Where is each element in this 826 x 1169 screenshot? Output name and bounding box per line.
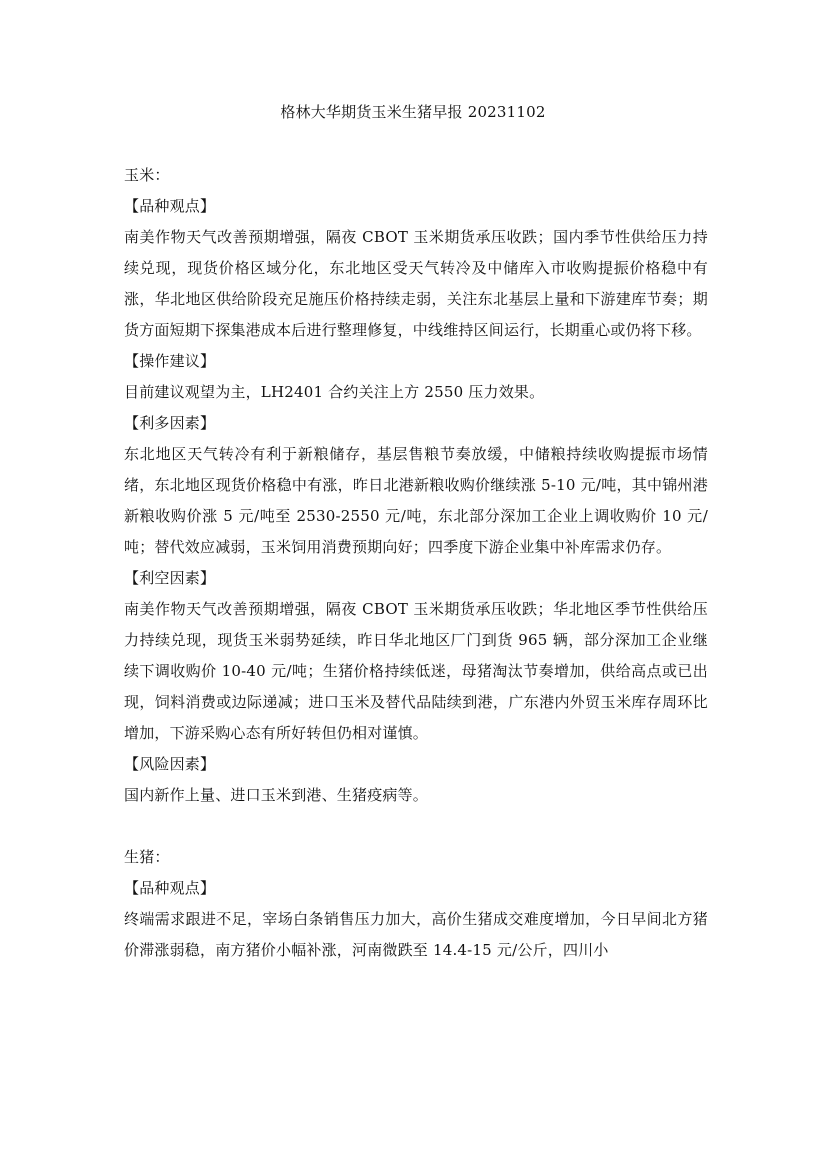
document-body <box>124 160 708 966</box>
corn-view-text: 南美作物天气改善预期增强，隔夜 CBOT 玉米期货承压收跌；国内季节性供给压力持续兑现，现货价格区域分化，东北地区受天气转冷及中储库入市收购提振价格稳中有涨，华北地区供给阶段充足施压价格持续走弱，关注东北基层上量和下游建库节奏；期货方面短期下探集港成本后进行整理修复，中线维持区间运行，长期重心或仍将下移。 <box>124 228 708 339</box>
corn-bull-label: 【利多因素】 <box>124 414 216 432</box>
corn-bear-text: 南美作物天气改善预期增强，隔夜 CBOT 玉米期货承压收跌；华北地区季节性供给压力持续兑现，现货玉米弱势延续，昨日华北地区厂门到货 965 辆，部分深加工企业继续下调收购价 10-40 元/吨；生猪价格持续低迷，母猪淘汰节奏增加，供给高点或已出现，饲料消费或边际递减；进口玉米及替代品陆续到港，广东港内外贸玉米库存周环比增加，下游采购心态有所好转但仍相对谨慎。 <box>124 600 708 742</box>
corn-risk-text: 国内新作上量、进口玉米到港、生猪疫病等。 <box>124 786 429 804</box>
corn-advice-label: 【操作建议】 <box>124 352 216 370</box>
corn-bear-label: 【利空因素】 <box>124 569 216 587</box>
corn-advice-text: 目前建议观望为主，LH2401 合约关注上方 2550 压力效果。 <box>124 383 545 401</box>
page-title: 格林大华期货玉米生猪早报 20231102 <box>280 103 546 121</box>
corn-heading: 玉米： <box>124 166 170 184</box>
corn-view-label: 【品种观点】 <box>124 197 216 215</box>
hog-view-text: 终端需求跟进不足，宰场白条销售压力加大，高价生猪成交难度增加，今日早间北方猪价滞涨弱稳，南方猪价小幅补涨，河南微跌至 14.4-15 元/公斤，四川小 <box>124 910 708 959</box>
hog-heading: 生猪： <box>124 848 170 866</box>
section-spacer <box>124 811 708 842</box>
corn-bull-text: 东北地区天气转冷有利于新粮储存，基层售粮节奏放缓，中储粮持续收购提振市场情绪，东北地区现货价格稳中有涨，昨日北港新粮收购价继续涨 5-10 元/吨，其中锦州港新粮收购价涨 5 元/吨至 2530-2550 元/吨，东北部分深加工企业上调收购价 10 元/吨；替代效应减弱，玉米饲用消费预期向好；四季度下游企业集中补库需求仍存。 <box>124 445 708 556</box>
corn-risk-label: 【风险因素】 <box>124 755 216 773</box>
hog-view-label: 【品种观点】 <box>124 879 216 897</box>
